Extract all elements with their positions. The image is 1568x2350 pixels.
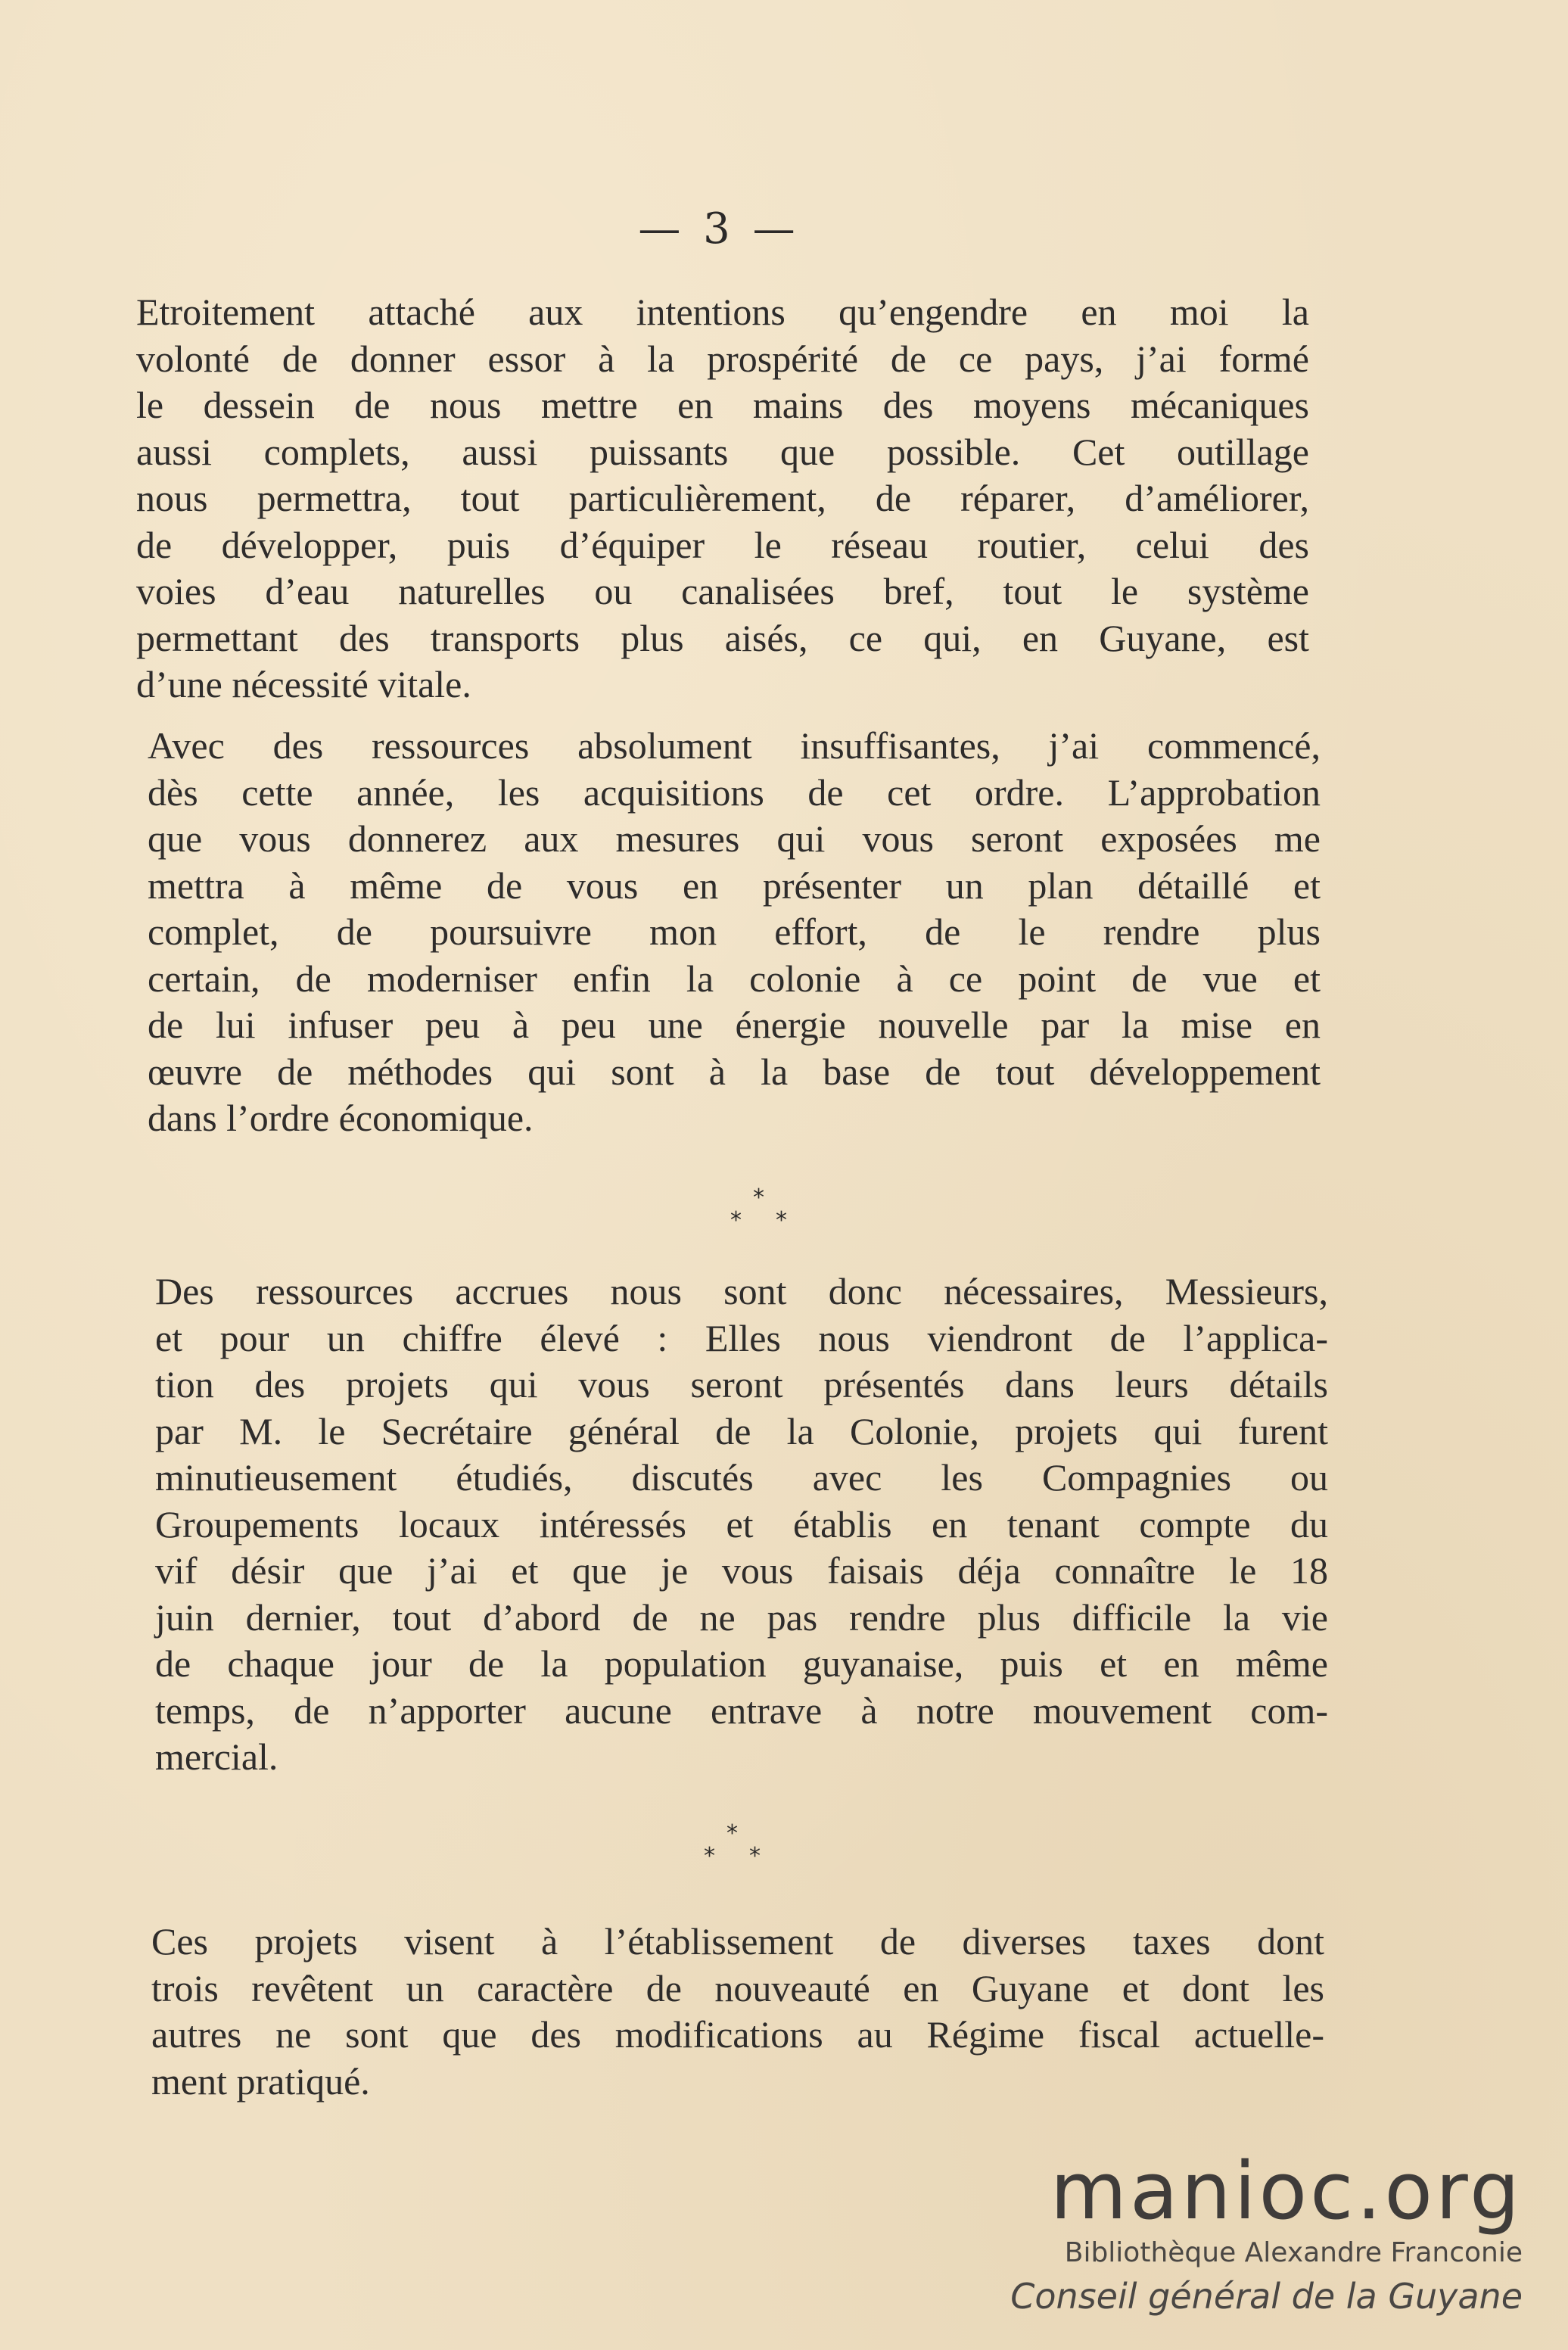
paragraph-line: permettant des transports plus aisés, ce qui, en Guyane, est bbox=[136, 616, 1309, 659]
paragraph-line: mercial. bbox=[155, 1735, 278, 1778]
paragraph-line: d’une nécessité vitale. bbox=[136, 663, 471, 705]
paragraph-line: minutieusement étudiés, discutés avec les Compagnies ou bbox=[155, 1456, 1328, 1499]
manioc-logo: manioc.org bbox=[1050, 2145, 1523, 2237]
paragraph-line: de lui infuser peu à peu une énergie nouvelle par la mise en bbox=[148, 1004, 1321, 1046]
paragraph-line: complet, de poursuivre mon effort, de le rendre plus bbox=[148, 910, 1321, 953]
paragraph-line: voies d’eau naturelles ou canalisées bref, tout le système bbox=[136, 570, 1309, 612]
paragraph-line: dès cette année, les acquisitions de cet ordre. L’approbation bbox=[148, 770, 1321, 814]
paragraph-line: mettra à même de vous en présenter un plan détaillé et bbox=[148, 864, 1321, 907]
paragraph-line: et pour un chiffre élevé : Elles nous viendront de l’applica- bbox=[155, 1316, 1328, 1359]
section-separator bbox=[715, 1184, 806, 1245]
paragraph-line: juin dernier, tout d’abord de ne pas rendre plus difficile la vie bbox=[155, 1595, 1328, 1639]
paragraph-line: par M. le Secrétaire général de la Colonie, projets qui furent bbox=[155, 1409, 1328, 1452]
separator-star: * bbox=[776, 1207, 787, 1234]
page-number: — 3 — bbox=[638, 204, 800, 254]
paragraph-line: de développer, puis d’équiper le réseau routier, celui des bbox=[136, 523, 1309, 566]
paragraph-line: dans l’ordre économique. bbox=[148, 1097, 534, 1139]
paragraph-line: Des ressources accrues nous sont donc nécessaires, Messieurs, bbox=[155, 1270, 1328, 1312]
paragraph-line: tion des projets qui vous seront présentés dans leurs détails bbox=[155, 1363, 1328, 1405]
council-name: Conseil général de la Guyane bbox=[1010, 2276, 1523, 2317]
separator-star: * bbox=[753, 1184, 764, 1211]
paragraph-line: ment pratiqué. bbox=[151, 2059, 370, 2103]
paragraph-line: temps, de n’apporter aucune entrave à notre mouvement com- bbox=[155, 1689, 1328, 1732]
watermark-footer bbox=[978, 2145, 1523, 2319]
paragraph-1 bbox=[136, 289, 1309, 708]
paragraph-line: volonté de donner essor à la prospérité de ce pays, j’ai formé bbox=[136, 337, 1309, 380]
paragraph-line: Groupements locaux intéressés et établis en tenant compte du bbox=[155, 1502, 1328, 1545]
paragraph-line: nous permettra, tout particulièrement, de réparer, d’améliorer, bbox=[136, 477, 1309, 519]
paragraph-line: trois revêtent un caractère de nouveauté en Guyane et dont les bbox=[151, 1966, 1324, 2009]
paragraph-line: Etroitement attaché aux intentions qu’engendre en moi la bbox=[136, 291, 1309, 333]
library-name: Bibliothèque Alexandre Franconie bbox=[1064, 2237, 1523, 2268]
paragraph-line: que vous donnerez aux mesures qui vous seront exposées me bbox=[148, 817, 1321, 860]
paragraph-line: autres ne sont que des modifications au Régime fiscal actuelle- bbox=[151, 2013, 1324, 2056]
paragraph-2 bbox=[148, 723, 1321, 1142]
separator-star: * bbox=[726, 1820, 738, 1847]
paragraph-4 bbox=[151, 1919, 1324, 2105]
separator-star: * bbox=[730, 1207, 742, 1234]
paragraph-line: certain, de moderniser enfin la colonie à ce point de vue et bbox=[148, 957, 1321, 1000]
paragraph-line: Avec des ressources absolument insuffisantes, j’ai commencé, bbox=[148, 724, 1321, 767]
paragraph-line: de chaque jour de la population guyanaise, puis et en même bbox=[155, 1642, 1328, 1685]
paragraph-line: œuvre de méthodes qui sont à la base de tout développement bbox=[148, 1050, 1321, 1093]
section-separator bbox=[689, 1820, 779, 1881]
paragraph-line: Ces projets visent à l’établissement de diverses taxes dont bbox=[151, 1920, 1324, 1962]
paragraph-line: aussi complets, aussi puissants que possible. Cet outillage bbox=[136, 430, 1309, 473]
paragraph-3 bbox=[155, 1268, 1328, 1781]
paragraph-line: le dessein de nous mettre en mains des moyens mécaniques bbox=[136, 384, 1309, 426]
paragraph-line: vif désir que j’ai et que je vous faisais déja connaître le 18 bbox=[155, 1549, 1328, 1592]
separator-star: * bbox=[704, 1843, 715, 1869]
separator-star: * bbox=[749, 1843, 761, 1869]
